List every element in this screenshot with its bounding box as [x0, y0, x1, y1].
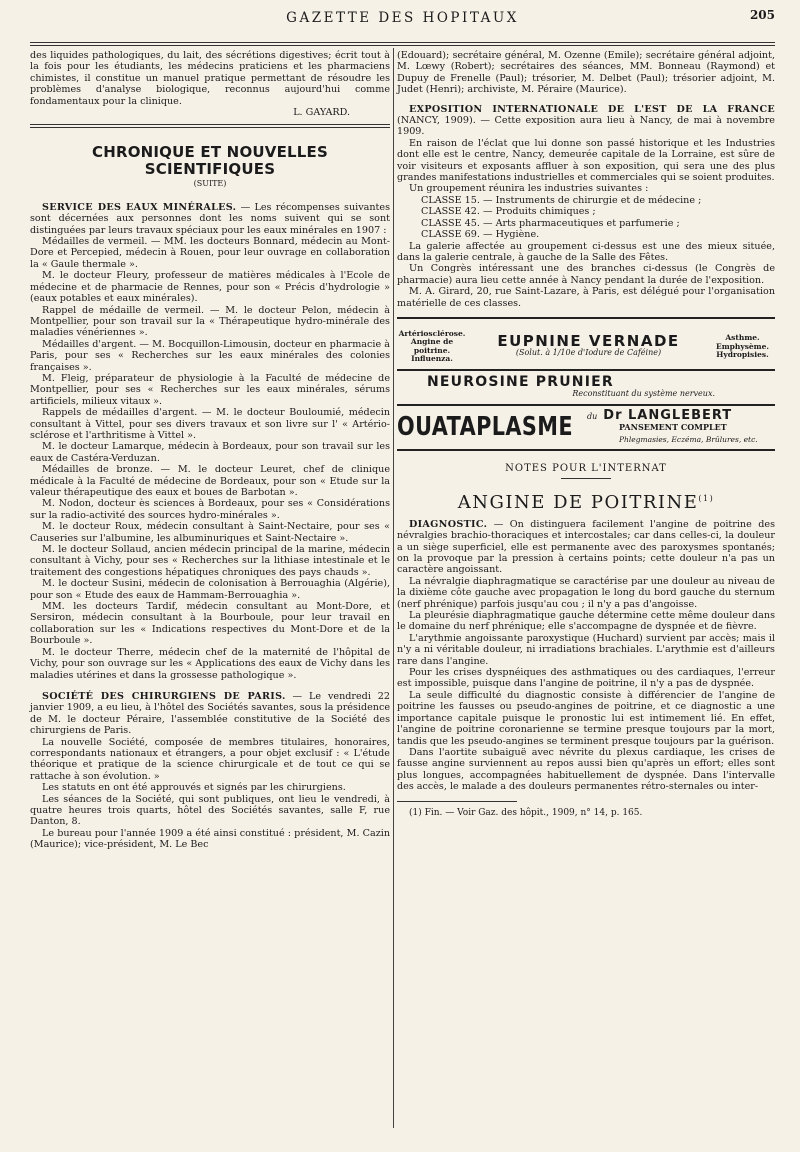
ad-doctor: Dr LANGLEBERT [603, 407, 733, 423]
ad-rule [397, 404, 775, 406]
expo-intro: (NANCY, 1909). — Cette exposition aura lieu à Nancy, de mai à novembre 1909. [397, 115, 775, 138]
expo-paragraph: En raison de l'éclat que lui donne son passé historique et les Industries dont elle est le centre, Nancy, demeurée capitale de la Lorraine, est sûre de voir visiteurs et exposants affluer à son exposition, qui sera une des plus grandes manifestations industrielles et commerciales qui se soient produites. [397, 137, 775, 184]
eaux-paragraph: Médailles d'argent. — M. Bocquillon-Limousin, docteur en pharmacie à Paris, pour ses « Recherches sur les eaux minérales des colonies françaises ». [30, 338, 390, 373]
ad-product-sub: Reconstituant du système nerveux. [572, 389, 715, 399]
chir-paragraph: Les statuts en ont été approuvés et signés par les chirurgiens. [42, 782, 346, 794]
eaux-paragraph: M. le docteur Lamarque, médecin à Bordeaux, pour son travail sur les eaux de Castéra-Verduzan. [30, 441, 390, 464]
eaux-paragraph: Rappels de médailles d'argent. — M. le docteur Bouloumié, médecin consultant à Vittel, pour ses divers travaux et son livre sur l' « Artério-sclérose et l'arthritisme à Vittel ». [30, 407, 390, 441]
ad-doctor-line [587, 407, 775, 423]
article-paragraph: L'arythmie angoissante paroxystique (Huchard) survient par accès; mais il n'y a ni véritable douleur, ni irradiations brachiales. L'arythmie est d'ailleurs rare dans l'angine. [397, 632, 775, 667]
page-header [30, 0, 775, 42]
section-suite: (SUITE) [193, 179, 227, 189]
section-rule [30, 124, 390, 128]
ad-description: Phlegmasies, Eczéma, Brûlures, etc. [619, 434, 758, 444]
expo-paragraph: M. A. Girard, 20, rue Saint-Lazare, à Paris, est délégué pour l'organisation matérielle de ces classes. [397, 286, 775, 309]
eaux-paragraph: M. le docteur Therre, médecin chef de la maternité de l'hôpital de Vichy, pour son ouvrage sur les « Applications des eaux de Vichy dans les maladies utérines et dans la grossesse pathologique ». [30, 646, 390, 681]
right-column [397, 50, 775, 819]
article-paragraph: Pour les crises dyspnéiques des asthmatiques ou des cardiaques, l'erreur est impossible, puisque dans l'angine de poitrine, il n'y a pas de dyspnée. [397, 667, 775, 690]
article-title-text: ANGINE DE POITRINE [457, 492, 699, 514]
eaux-intro-paragraph [30, 202, 390, 236]
chir-paragraph: La nouvelle Société, composée de membres titulaires, honoraires, correspondants nationaux et étrangers, a pour objet exclusif : « L'étude théorique et pratique de la science chirurgicale et de tout ce qui se rattache à son évolution. » [30, 736, 390, 782]
notes-heading: NOTES POUR L'INTERNAT [505, 462, 667, 474]
ad-rule [397, 449, 775, 451]
continuation-paragraph: (Edouard); secrétaire général, M. Ozenne (Emile); secrétaire général adjoint, M. Lœwy (Robert); secrétaires des séances, MM. Bonneau (Raymond) et Dupuy de Frenelle (Paul); trésorier, M. Delbet (Paul); trésorier adjoint, M. Judet (Henri); archiviste, M. Péraire (Maurice). [397, 50, 775, 96]
neurosine-advertisement [397, 373, 775, 402]
section-title: CHRONIQUE ET NOUVELLES SCIENTIFIQUES [91, 143, 328, 179]
ad-rule [397, 369, 775, 371]
eaux-paragraph: M. Nodon, docteur ès sciences à Bordeaux, pour ses « Considérations sur la radio-activité des sources hydro-minérales ». [30, 498, 390, 521]
article-paragraph: La névralgie diaphragmatique se caractérise par une douleur au niveau de la dixième côte gauche avec propagation le long du bord gauche du sternum (nerf phrénique) parfois jusqu'au cou ; il n'y a pas d'angoisse. [397, 575, 775, 610]
expo-paragraph: Un Congrès intéressant une des branches ci-dessus (le Congrès de pharmacie) aura lieu cette année à Nancy pendant la durée de l'exposition. [397, 263, 775, 286]
expo-paragraph: Un groupement réunira les industries suivantes : [409, 183, 649, 195]
footnote: (1) Fin. — Voir Gaz. des hôpit., 1909, n° 14, p. 165. [409, 807, 643, 818]
footnote-rule [397, 801, 517, 802]
ad-indications-right: Asthme. Emphysème. Hydropisies. [715, 333, 770, 360]
ad-product-name: EUPNINE VERNADE [497, 331, 680, 350]
intro-paragraph: des liquides pathologiques, du lait, des sécrétions digestives; écrit tout à la fois pour les étudiants, les médecins praticiens et les pharmaciens chimistes, il constitue un manuel pratique permettant de résoudre les problèmes d'analyse biologique, reconnus aujourd'hui comme fondamentaux pour la clinique. [30, 50, 390, 107]
chir-paragraph: Les séances de la Société, qui sont publiques, ont lieu le vendredi, à quatre heures trois quarts, hôtel des Sociétés savantes, salle F, rue Danton, 8. [30, 793, 390, 828]
expo-paragraph: La galerie affectée au groupement ci-dessus est une des mieux située, dans la galerie centrale, à gauche de la Salle des Fêtes. [397, 240, 775, 263]
article-paragraph: La pleurésie diaphragmatique gauche détermine cette même douleur dans le domaine du nerf phrénique; elle s'accompagne de dyspnée et de fièvre. [397, 610, 775, 633]
header-rule-2 [30, 45, 775, 46]
page-number: 205 [749, 8, 775, 22]
header-rule [30, 42, 775, 43]
eaux-paragraph: MM. les docteurs Tardif, médecin consultant au Mont-Dore, et Sersiron, médecin consultant à la Bourboule, pour leur travail en collaboration sur les « Indications respectives du Mont-Dore et de la Bourboule ». [30, 601, 390, 647]
diag-intro: — On distinguera facilement l'angine de poitrine des névralgies brachio-thoraciques et intercostales; car dans celles-ci, la douleur a un siège superficiel, elle est permanente avec des paroxysmes spontanés; on la provoque par la pression à certains points; cette douleur n'a pas un caractère angoissant. [397, 518, 775, 576]
eaux-paragraph: Médailles de bronze. — M. le docteur Leuret, chef de clinique médicale à la Faculté de médecine de Bordeaux, pour son « Etude sur la valeur thérapeutique des eaux et boues de Barbotan ». [30, 464, 390, 498]
eaux-heading: SERVICE DES EAUX MINÉRALES. [42, 201, 237, 213]
ad-product-sub: (Solut. à 1/10e d'Iodure de Caféine) [515, 347, 662, 357]
chir-intro: — Le vendredi 22 janvier 1909, a eu lieu, à l'hôtel des Sociétés savantes, sous la présidence de M. le docteur Péraire, l'assemblée constitutive de la Société des chirurgiens de Paris. [30, 690, 390, 737]
class-item: CLASSE 45. — Arts pharmaceutiques et parfumerie ; [421, 217, 680, 229]
column-divider [393, 48, 394, 1128]
eaux-paragraph: M. le docteur Susini, médecin de colonisation à Berrouaghia (Algérie), pour son « Etude des eaux de Hammam-Berrouaghia ». [30, 578, 390, 601]
eaux-paragraph: Rappel de médaille de vermeil. — M. le docteur Pelon, médecin à Montpellier, pour son travail sur la « Thérapeutique hydro-minérale des maladies vénériennes ». [30, 304, 390, 339]
article-paragraph: La seule difficulté du diagnostic consiste à différencier de l'angine de poitrine les fausses ou pseudo-angines de poitrine, et ce diagnostic a une importance capitale puisque le pronostic lui est intimement lié. En effet, l'angine de poitrine coronarienne se termine presque toujours par la mort, tandis que les pseudo-angines se terminent presque toujours par la guérison. [397, 689, 775, 747]
eaux-paragraph: M. le docteur Sollaud, ancien médecin principal de la marine, médecin consultant à Vichy, pour ses « Recherches sur la lithiase intestinale et le traitement des congestions hépatiques chroniques des pays chauds ». [30, 544, 390, 578]
class-item: CLASSE 69. — Hygiène. [421, 229, 540, 241]
diag-intro-paragraph [397, 519, 775, 576]
eaux-intro: — Les récompenses suivantes sont décernées aux personnes dont les noms suivent qui se sont distinguées par leurs travaux spéciaux pour les eaux minérales en 1907 : [30, 201, 390, 236]
ad-rule [397, 317, 775, 319]
eaux-paragraph: M. le docteur Fleury, professeur de matières médicales à l'Ecole de médecine et de pharmacie de Rennes, pour son « Précis d'hydrologie » (eaux potables et eaux minérales). [30, 270, 390, 305]
diag-heading: DIAGNOSTIC. [409, 518, 488, 530]
class-item: CLASSE 15. — Instruments de chirurgie et de médecine ; [421, 194, 702, 206]
ad-du: du [587, 411, 598, 421]
journal-title: GAZETTE DES HOPITAUX [286, 10, 519, 26]
ouataplasme-advertisement [397, 407, 775, 445]
chir-heading: SOCIÉTÉ DES CHIRURGIENS DE PARIS. [42, 690, 286, 702]
article-title [397, 492, 775, 514]
chir-intro-paragraph [30, 691, 390, 737]
ad-indications-left: Artériosclérose. Angine de poitrine. Influenza. [398, 328, 466, 364]
ad-product-name: OUATAPLASME [397, 411, 573, 442]
article-title-note: (1) [698, 494, 715, 504]
eaux-paragraph: M. le docteur Roux, médecin consultant à Saint-Nectaire, pour ses « Causeries sur l'albumine, les albuminuriques et Saint-Nectaire ». [30, 521, 390, 544]
article-paragraph: Dans l'aortite subaiguë avec névrite du plexus cardiaque, les crises de fausse angine surviennent au repos aussi bien qu'après un effort; elles sont plus longues, accompagnées habituellement de dyspnée. Dans l'intervalle des accès, le malade a des douleurs permanentes rétro-sternales ou inter- [397, 746, 775, 793]
short-rule [561, 478, 611, 479]
eupnine-advertisement [397, 327, 775, 367]
chir-paragraph: Le bureau pour l'année 1909 a été ainsi constitué : président, M. Cazin (Maurice); vice-président, M. Le Bec [30, 827, 390, 851]
ad-product-name: NEUROSINE PRUNIER [427, 373, 614, 390]
eaux-paragraph: Médailles de vermeil. — MM. les docteurs Bonnard, médecin au Mont-Dore et Percepied, médecin à Rouen, pour leur ouvrage en collaboration la « Gaule thermale ». [30, 236, 390, 270]
class-item: CLASSE 42. — Produits chimiques ; [421, 206, 596, 218]
ad-center [497, 331, 680, 359]
eaux-paragraph: M. Fleig, préparateur de physiologie à la Faculté de médecine de Montpellier, pour ses « Recherches sur les eaux minérales, sérums artificiels, milieux vitaux ». [30, 372, 390, 407]
expo-heading: EXPOSITION INTERNATIONALE DE L'EST DE LA FRANCE [409, 103, 775, 115]
left-column [30, 50, 390, 851]
ad-details [587, 407, 775, 445]
ad-tagline: PANSEMENT COMPLET [619, 422, 727, 433]
intro-signature: L. GAYARD. [293, 107, 350, 119]
expo-intro-paragraph [397, 104, 775, 138]
